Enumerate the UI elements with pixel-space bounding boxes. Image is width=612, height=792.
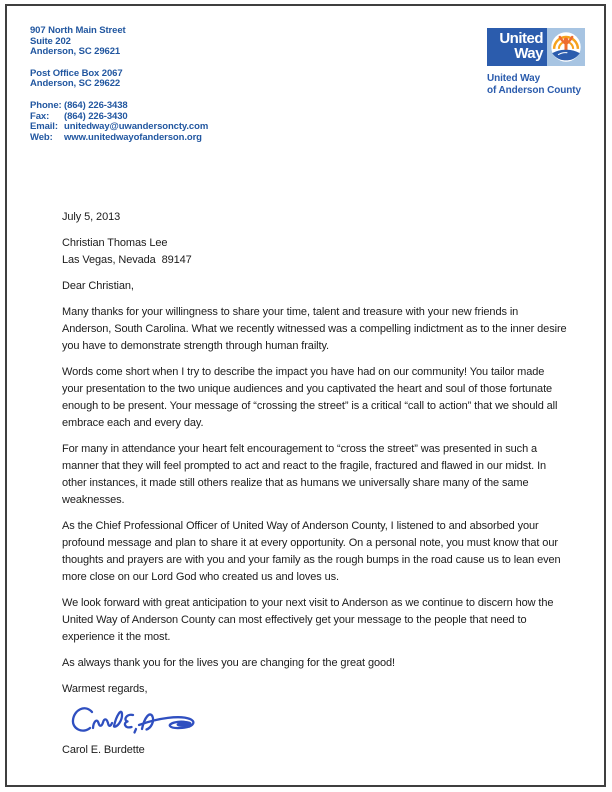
united-way-wordmark <box>487 28 547 66</box>
closing-line: Warmest regards, <box>62 683 148 695</box>
united-way-logo <box>487 28 587 96</box>
wordmark-line2: Way <box>514 45 543 62</box>
po-box-group <box>30 69 208 90</box>
signature <box>66 700 567 740</box>
tagline-line2: of Anderson County <box>487 84 581 96</box>
salutation: Dear Christian, <box>62 280 134 292</box>
contact-group <box>30 101 208 143</box>
po-box-line: Anderson, SC 29622 <box>30 78 121 90</box>
recipient-name: Christian Thomas Lee <box>62 237 168 249</box>
body-paragraph: As the Chief Professional Officer of United Way of Anderson County, I listened to and absorbed your profound message and plan to share it at every opportunity. On a personal note, you must know that our thoughts and prayers are with you and your family as the rough bumps in the road cause us to lean even more close on our Lord God who created us and loves us. <box>62 520 561 583</box>
body-paragraph: We look forward with great anticipation to your next visit to Anderson as we continue to discern how the United Way of Anderson County can most effectively get your message to the people that need to experience it the most. <box>62 597 554 643</box>
street-address-line: 907 North Main Street <box>30 25 126 36</box>
body-paragraph: Many thanks for your willingness to share your time, talent and treasure with your new friends in Anderson, South Carolina. What we recently witnessed was a compelling indictment as to the inner desire you have to demonstrate strength through human frailty. <box>62 306 567 352</box>
phone-number: (864) 226-3438 <box>64 99 128 111</box>
logo-tagline <box>487 73 587 96</box>
body-paragraph: As always thank you for the lives you are changing for the great good! <box>62 657 395 669</box>
contact-label: Web: <box>30 131 53 143</box>
helping-hand-icon <box>547 28 585 66</box>
email-address: unitedway@uwandersoncty.com <box>64 121 209 133</box>
contact-label: Email: <box>30 121 58 133</box>
contact-label: Phone: <box>30 99 62 111</box>
recipient-city: Las Vegas, Nevada 89147 <box>62 254 192 266</box>
website-address: www.unitedwayofanderson.org <box>64 131 202 143</box>
letter-body <box>62 209 567 759</box>
body-paragraph: For many in attendance your heart felt encouragement to “cross the street” was presented in such a manner that they will feel prompted to act and react to the fragile, fractured and flawed in our midst. In other instances, it made still others realize that as humans we universally share many of the same weaknesses. <box>62 443 547 506</box>
united-way-logo-lockup <box>487 28 587 66</box>
letter-date: July 5, 2013 <box>62 211 121 223</box>
contact-row-web <box>30 133 208 144</box>
fax-number: (864) 226-3430 <box>64 110 128 122</box>
po-box-line: Post Office Box 2067 <box>30 67 123 79</box>
body-paragraph: Words come short when I try to describe the impact you have had on our community! You tailor made your presentation to the two unique audiences and you captivated the heart and soul of those fortunate enough to be present. Your message of “crossing the street” is a critical “call to action” that we should all embrace each and every day. <box>62 366 558 429</box>
contact-label: Fax: <box>30 110 50 122</box>
street-address-line: Suite 202 <box>30 35 71 47</box>
signer-name: Carol E. Burdette <box>62 744 145 756</box>
street-address-group <box>30 26 208 58</box>
wordmark-line1: United <box>499 30 543 47</box>
contact-row-phone <box>30 101 208 112</box>
recipient-address <box>62 235 567 269</box>
letterhead-address-block <box>30 26 208 154</box>
tagline-line1: United Way <box>487 73 541 84</box>
street-address-line: Anderson, SC 29621 <box>30 46 121 58</box>
